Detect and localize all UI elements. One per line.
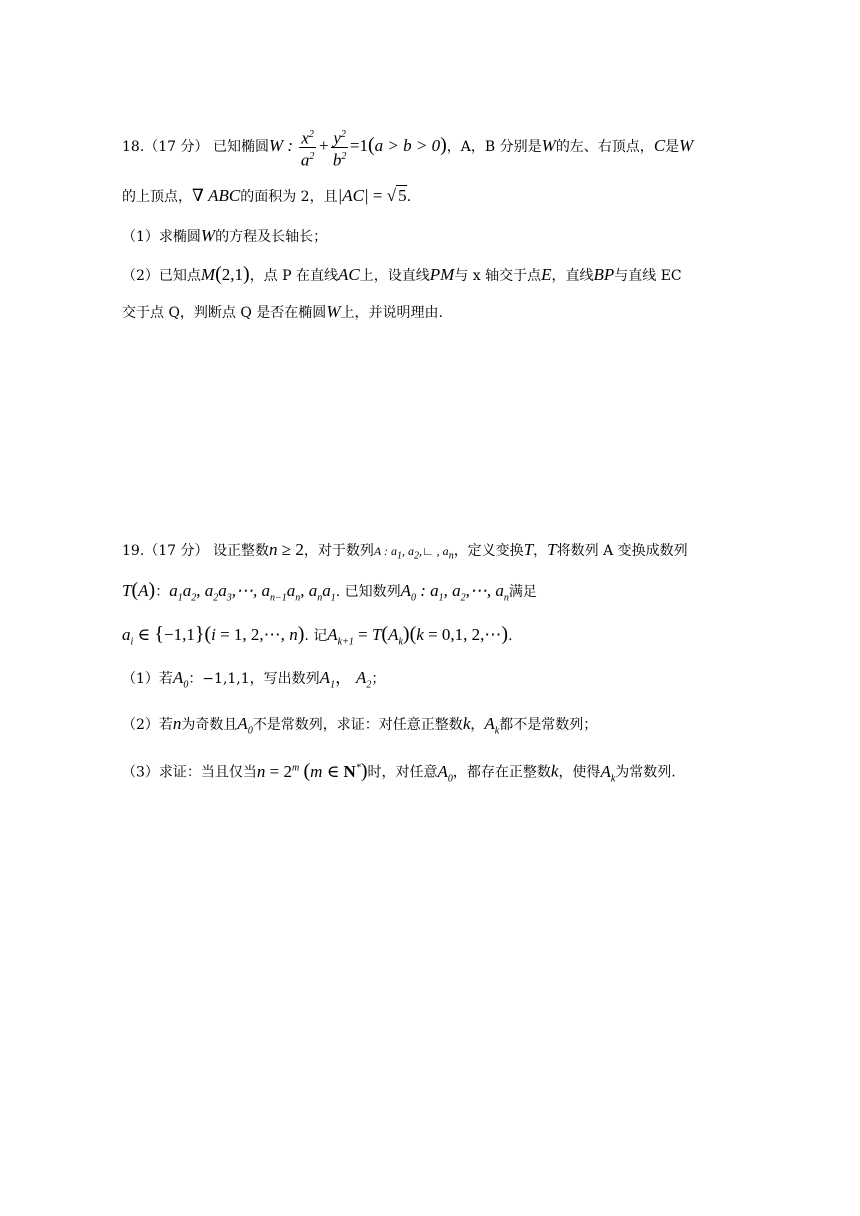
- period: .: [406, 189, 412, 205]
- q18-part2-line1: [122, 264, 750, 286]
- q19-p3-d: ，使得: [558, 764, 601, 781]
- period3: .: [304, 628, 309, 644]
- q18-p2-b: ，点 P 在直线: [249, 268, 339, 284]
- q19-p2-label: （2）: [122, 717, 159, 733]
- q19-p1-label: （1）: [122, 671, 159, 687]
- period2: .: [335, 584, 341, 600]
- sym-n: n: [172, 714, 182, 733]
- q19-text-def: ，定义变换: [453, 543, 524, 559]
- triangle-abc: ∇ ABC: [192, 186, 241, 205]
- q18-p2-c: 上，设直线: [359, 268, 430, 284]
- q18-points: （17 分）: [144, 139, 209, 156]
- q19-p2-d: ，: [470, 717, 485, 733]
- ac-length: |AC| = √ 5: [337, 186, 407, 205]
- q18-text-is: 是: [665, 139, 680, 156]
- q19-p1-b: ：−1,1,1，写出数列: [188, 671, 320, 687]
- sym-w2: W: [679, 136, 694, 156]
- q19-p1-a: 若: [158, 671, 173, 687]
- q18-p2-d: 与 x 轴交于点: [454, 268, 542, 284]
- q18-text-area: 的面积为 2，且: [240, 189, 338, 205]
- q18-p1-label: （1）: [122, 229, 159, 245]
- q19-p2-b: 为奇数且: [181, 717, 238, 733]
- q18-p2-f: 与直线 EC: [614, 268, 682, 284]
- q18-part2-line2: [122, 302, 750, 323]
- ak-2: $A_k$: [600, 761, 616, 785]
- q19-line3: [122, 624, 750, 652]
- colon: ：: [155, 584, 170, 600]
- q18-text-top: 的上顶点，: [122, 189, 192, 205]
- sequence-a0: $A_0$ : $a_1$, $a_2,\cdots$, $a_n$: [400, 581, 509, 604]
- q19-text-cond: ，对于数列: [303, 543, 374, 559]
- q19-p3-c: ，都存在正整数: [452, 764, 551, 781]
- transformed-sequence: $a_1a_2$, $a_2a_3,\cdots$, $a_{n-1}a_n$, $a_na_1$: [169, 581, 336, 604]
- recurrence: $A_{k+1} = T(A_k)(k = 0,1$, 2,⋯): [327, 623, 509, 648]
- q18-part1: [122, 226, 750, 247]
- q18-p1-b: 的方程及长轴长；: [215, 229, 328, 245]
- sym-w: W: [541, 136, 556, 156]
- q18-line2: [122, 186, 750, 207]
- q19-text-map: 将数列 A 变换成数列: [556, 543, 688, 559]
- q19-part2: [122, 714, 750, 741]
- sequence-a: A : $a_1$, $a_2,∟$ , $a_n$: [373, 544, 454, 562]
- q18-p2-label: （2）: [122, 268, 159, 284]
- q18-p2-g: 交于点 Q，判断点 Q 是否在椭圆: [122, 305, 327, 321]
- sym-k2: k: [550, 761, 559, 781]
- line-ac: AC: [338, 265, 360, 284]
- comma: ，: [533, 543, 548, 559]
- semicolon: ；: [371, 671, 386, 687]
- q19-text-known: 已知数列: [344, 584, 401, 600]
- ellipse-equation: W : $\frac{x^2}{a^2}$ + $\frac{y^2}{b^2}$ =1(a > b > 0): [269, 136, 447, 155]
- q18-p2-h: 上，并说明理由.: [340, 305, 443, 321]
- q19-p2-c: 不是常数列，求证：对任意正整数: [252, 717, 463, 733]
- q18-text-ab: ，A，B 分别是: [446, 139, 542, 156]
- q19-text-sat: 满足: [508, 584, 537, 600]
- q18-p2-a: 已知点: [158, 268, 201, 284]
- a0-3: $A_0$: [437, 761, 453, 785]
- q18-text-lr: 的左、右顶点，: [555, 139, 654, 156]
- sym-k: k: [462, 714, 471, 733]
- sym-w4: W: [326, 302, 341, 321]
- sym-t: T: [523, 540, 534, 559]
- q19-p3-b: 时，对任意: [367, 764, 438, 781]
- a0: $A_0$: [172, 668, 189, 691]
- q19-line2: [122, 580, 750, 608]
- q18-number: 18.: [122, 139, 145, 156]
- n-power: $n = 2^m$ (m ∈ N*): [256, 759, 368, 782]
- q19-text-note: 记: [313, 628, 328, 644]
- point-e: E: [541, 265, 552, 284]
- q19-points: （17 分）: [144, 543, 209, 559]
- line-bp: BP: [593, 265, 615, 284]
- a0-2: $A_0$: [237, 714, 253, 737]
- line-pm: PM: [429, 265, 455, 284]
- period4: .: [508, 628, 513, 644]
- ai-set: $a_i$ ∈ {−1,1}(i = 1, 2,⋯, n): [122, 623, 305, 648]
- ak: $A_k$: [484, 714, 500, 737]
- q19-line1: [122, 540, 750, 566]
- n-ge-2: n ≥ 2: [268, 540, 304, 559]
- sym-t2: T: [547, 540, 557, 559]
- q19-p3-label: （3）: [122, 764, 159, 781]
- q19-part1: [122, 668, 750, 695]
- q18-line1: [122, 126, 750, 168]
- q19-intro: 设正整数: [212, 543, 269, 559]
- q19-p3-a: 求证：当且仅当: [158, 764, 257, 781]
- point-m: M(2,1): [200, 263, 250, 285]
- q19-p2-a: 若: [158, 717, 173, 733]
- sym-w3: W: [200, 226, 216, 245]
- q19-p2-e: 都不是常数列；: [499, 717, 598, 733]
- q19-part3: [122, 758, 750, 789]
- t-of-a: T(A): [122, 579, 156, 601]
- q18-p1-a: 求椭圆: [158, 229, 201, 245]
- q18-intro: 已知椭圆: [212, 139, 269, 156]
- q19-number: 19.: [122, 543, 145, 559]
- sym-c: C: [653, 136, 666, 156]
- q18-p2-e: ，直线: [551, 268, 594, 284]
- a1-a2: $A_1$， $A_2$: [319, 668, 372, 691]
- q19-p3-e: 为常数列.: [615, 764, 676, 781]
